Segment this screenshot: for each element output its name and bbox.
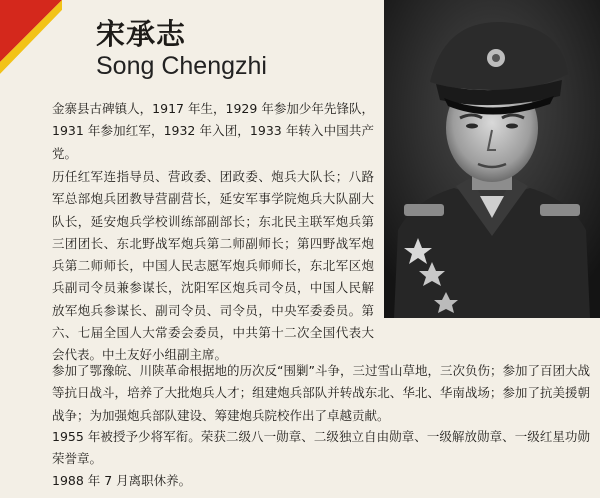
corner-decoration [0,0,62,80]
bio-paragraph-5: 1988 年 7 月离职休养。 [52,473,192,488]
bio-paragraph-4: 1955 年被授予少将军衔。荣获二级八一勋章、二级独立自由勋章、一级解放勋章、一级红星功勋荣誉章。 [52,429,590,467]
page-subtitle: Song Chengzhi [96,52,267,80]
portrait-photo [384,0,600,318]
bio-paragraph-3: 参加了鄂豫皖、川陕革命根据地的历次反“围剿”斗争，三过雪山草地，三次负伤；参加了百团大战等抗日战斗，培养了大批炮兵人才；组建炮兵部队并转战东北、华北、华南战场；参加了抗美援朝战争；为加强炮兵部队建设、筹建炮兵院校作出了卓越贡献。 [52,363,590,423]
page-title: 宋承志 [96,17,187,51]
bio-paragraph-2: 历任红军连指导员、营政委、团政委、炮兵大队长；八路军总部炮兵团教导营副营长，延安军事学院炮兵大队副大队长，延安炮兵学校训练部副部长；东北民主联军炮兵第三团团长、东北野战军炮兵第二师副师长；第四野战军炮兵第二师师长，中国人民志愿军炮兵师师长，东北军区炮兵副司令员兼参谋长，沈阳军区炮兵司令员，中国人民解放军炮兵参谋长、副司令员、司令员，中央军委委员。第六、七届全国人大常委会委员，中共第十二次全国代表大会代表。中土友好小组副主席。 [52,169,374,363]
bio-paragraph-1: 金寨县古碑镇人，1917 年生，1929 年参加少年先锋队，1931 年参加红军，1932 年入团，1933 年转入中国共产党。 [52,101,374,161]
